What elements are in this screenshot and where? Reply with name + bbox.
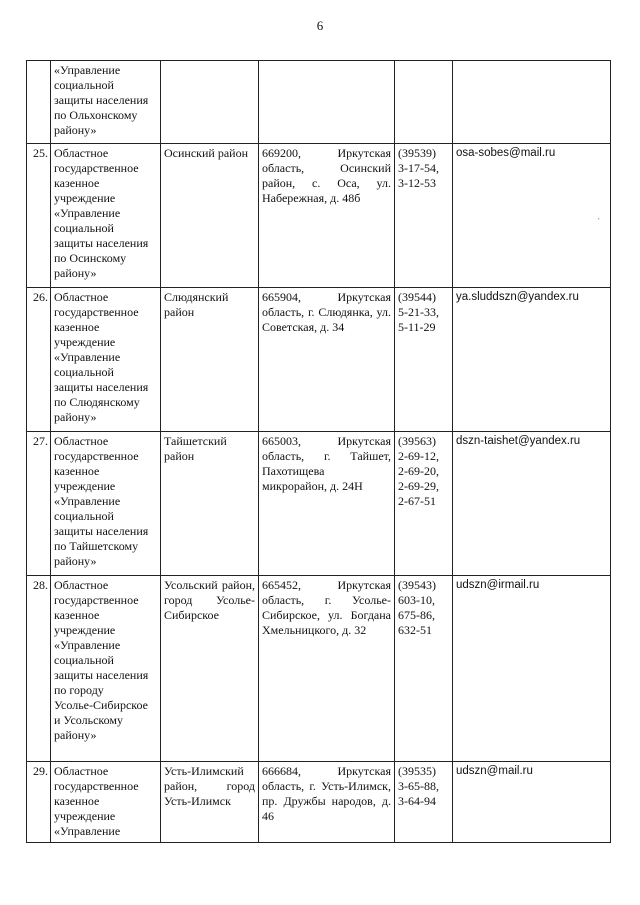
address: 665452, Иркутская область, г. Усолье-Сибирское, ул. Богдана Хмельницкого, д. 32 (259, 576, 395, 762)
organization-line: Областное (54, 578, 109, 592)
organization-line: «Управление (54, 206, 121, 220)
table-row (27, 432, 611, 576)
district: Усольский район, город Усолье-Сибирское (161, 576, 259, 762)
organization-line: учреждение (54, 623, 116, 637)
organization-line: социальной (54, 653, 114, 667)
table-body (27, 61, 611, 843)
email-address (453, 61, 611, 144)
organization-line: Усолье-Сибирское (54, 698, 148, 712)
address: 665904, Иркутская область, г. Слюдянка, ул. Советская, д. 34 (259, 288, 395, 432)
table-row (27, 576, 611, 762)
organization-line: казенное (54, 794, 100, 808)
table-row (27, 762, 611, 843)
row-number: 29. (27, 762, 51, 843)
organization-name (51, 61, 161, 144)
phone-line: 3-64-94 (398, 794, 436, 808)
organization-line: по Осинскому (54, 251, 127, 265)
phone-line: (39535) (398, 764, 436, 778)
organization-name (51, 762, 161, 843)
phone-numbers (395, 61, 453, 144)
organization-name (51, 144, 161, 288)
organization-name (51, 288, 161, 432)
organization-line: району» (54, 123, 97, 137)
phone-numbers (395, 288, 453, 432)
phone-line: 603-10, (398, 593, 435, 607)
organization-line: «Управление (54, 824, 121, 838)
phone-line: 2-69-12, (398, 449, 439, 463)
email-address: udszn@irmail.ru (453, 576, 611, 762)
organization-line: социальной (54, 78, 114, 92)
row-number: 25. (27, 144, 51, 288)
address: 669200, Иркутская область, Осинский район, с. Оса, ул. Набережная, д. 48б (259, 144, 395, 288)
table-row (27, 288, 611, 432)
row-number: 27. (27, 432, 51, 576)
email-address: osa-sobes@mail.ru (453, 144, 611, 288)
address (259, 61, 395, 144)
organization-line: государственное (54, 305, 139, 319)
email-address: udszn@mail.ru (453, 762, 611, 843)
organization-line: казенное (54, 608, 100, 622)
row-number: 28. (27, 576, 51, 762)
organization-line: «Управление (54, 638, 121, 652)
phone-line: 2-67-51 (398, 494, 436, 508)
phone-numbers (395, 576, 453, 762)
organization-line: защиты населения (54, 236, 149, 250)
organization-line: и Усольскому (54, 713, 124, 727)
organization-name (51, 576, 161, 762)
page-number: 6 (316, 18, 324, 33)
phone-numbers (395, 144, 453, 288)
organization-line: Областное (54, 146, 109, 160)
organization-line: казенное (54, 320, 100, 334)
organization-line: защиты населения (54, 524, 149, 538)
district: Тайшетский район (161, 432, 259, 576)
organization-line: «Управление (54, 350, 121, 364)
email-address: dszn-taishet@yandex.ru (453, 432, 611, 576)
institutions-table (26, 60, 611, 843)
phone-line: (39539) (398, 146, 436, 160)
phone-line: (39543) (398, 578, 436, 592)
organization-line: по Слюдянскому (54, 395, 140, 409)
phone-line: 632-51 (398, 623, 432, 637)
organization-line: району» (54, 728, 97, 742)
organization-line: «Управление (54, 63, 121, 77)
organization-line: государственное (54, 161, 139, 175)
organization-line: защиты населения (54, 380, 149, 394)
organization-line: району» (54, 554, 97, 568)
phone-numbers (395, 432, 453, 576)
email-address: ya.sluddszn@yandex.ru (453, 288, 611, 432)
address: 665003, Иркутская область, г. Тайшет, Пахотищева микрорайон, д. 24Н (259, 432, 395, 576)
organization-line: учреждение (54, 335, 116, 349)
margin-mark: ˈ (597, 216, 601, 228)
organization-line: учреждение (54, 479, 116, 493)
organization-line: защиты населения (54, 93, 149, 107)
organization-line: социальной (54, 509, 114, 523)
phone-line: (39563) (398, 434, 436, 448)
organization-line: казенное (54, 176, 100, 190)
phone-line: 3-12-53 (398, 176, 436, 190)
organization-line: Областное (54, 434, 109, 448)
district (161, 61, 259, 144)
organization-line: по Ольхонскому (54, 108, 138, 122)
phone-line: 5-21-33, (398, 305, 439, 319)
organization-line: району» (54, 266, 97, 280)
phone-numbers (395, 762, 453, 843)
organization-line: по Тайшетскому (54, 539, 139, 553)
organization-line: казенное (54, 464, 100, 478)
table-row (27, 144, 611, 288)
row-number: 26. (27, 288, 51, 432)
district: Осинский район (161, 144, 259, 288)
organization-line: государственное (54, 593, 139, 607)
organization-line: учреждение (54, 809, 116, 823)
phone-line: 5-11-29 (398, 320, 436, 334)
organization-line: государственное (54, 449, 139, 463)
phone-line: 3-17-54, (398, 161, 439, 175)
organization-name (51, 432, 161, 576)
phone-line: 675-86, (398, 608, 435, 622)
phone-line: 2-69-29, (398, 479, 439, 493)
organization-line: социальной (54, 365, 114, 379)
organization-line: социальной (54, 221, 114, 235)
organization-line: по городу (54, 683, 104, 697)
phone-line: 3-65-88, (398, 779, 439, 793)
organization-line: государственное (54, 779, 139, 793)
table-row (27, 61, 611, 144)
address: 666684, Иркутская область, г. Усть-Илимск, пр. Дружбы народов, д. 46 (259, 762, 395, 843)
organization-line: Областное (54, 764, 109, 778)
organization-line: учреждение (54, 191, 116, 205)
district: Усть-Илимский район, город Усть-Илимск (161, 762, 259, 843)
organization-line: защиты населения (54, 668, 149, 682)
phone-line: (39544) (398, 290, 436, 304)
district: Слюдянский район (161, 288, 259, 432)
row-number (27, 61, 51, 144)
organization-line: району» (54, 410, 97, 424)
organization-line: «Управление (54, 494, 121, 508)
organization-line: Областное (54, 290, 109, 304)
phone-line: 2-69-20, (398, 464, 439, 478)
